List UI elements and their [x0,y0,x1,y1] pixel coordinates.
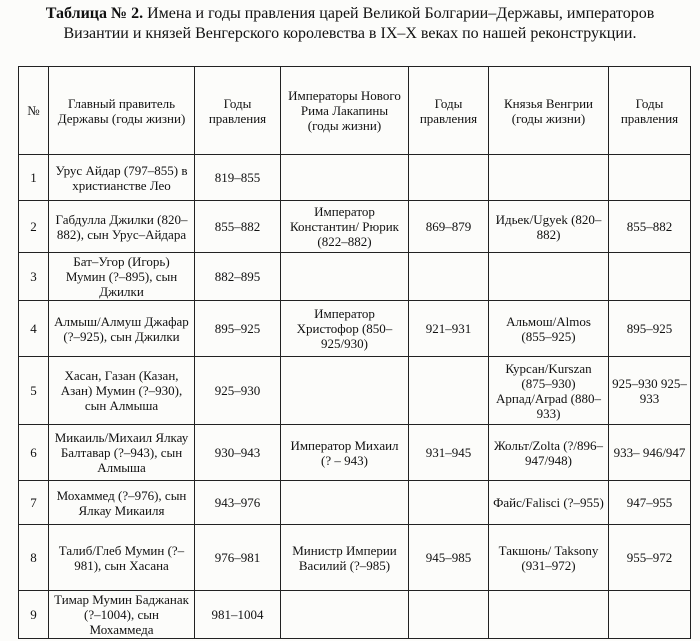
caption-bold: Таблица № 2. [45,5,144,22]
cell-emperor: Император Михаил (? – 943) [281,425,409,481]
cell-ruler: Бат–Угор (Игорь) Мумин (?–895), сын Джилки [49,253,195,301]
header-emperor-years: Годы правления [409,67,489,155]
cell-num: 6 [19,425,49,481]
cell-emperor-years [409,253,489,301]
cell-prince [489,155,609,201]
header-prince-years: Годы правления [609,67,691,155]
cell-ruler-years: 895–925 [195,301,281,357]
cell-emperor [281,253,409,301]
cell-num: 1 [19,155,49,201]
cell-prince-years [609,591,691,639]
header-num: № [19,67,49,155]
cell-ruler: Алмыш/Алмуш Джафар (?–925), сын Джилки [49,301,195,357]
header-row [19,67,691,155]
cell-emperor-years [409,481,489,525]
cell-prince-years: 895–925 [609,301,691,357]
caption-line-1-rest: Имена и годы правления царей Великой Болгарии–Державы, императоров [143,5,655,22]
table-row [19,525,691,591]
cell-ruler-years: 819–855 [195,155,281,201]
cell-prince-years [609,253,691,301]
cell-num: 4 [19,301,49,357]
cell-prince: Жольт/Zolta (?/896– 947/948) [489,425,609,481]
cell-ruler: Мохаммед (?–976), сын Ялкау Микаиля [49,481,195,525]
cell-prince: Идьек/Ugyek (820–882) [489,201,609,253]
cell-emperor-years [409,591,489,639]
cell-ruler: Урус Айдар (797–855) в христианстве Лео [49,155,195,201]
cell-emperor [281,481,409,525]
cell-num: 7 [19,481,49,525]
cell-ruler: Тимар Мумин Баджанак (?–1004), сын Мохаммеда [49,591,195,639]
cell-emperor-years: 931–945 [409,425,489,481]
cell-emperor-years [409,155,489,201]
cell-ruler: Талиб/Глеб Мумин (?–981), сын Хасана [49,525,195,591]
cell-ruler: Микаиль/Михаил Ялкау Балтавар (?–943), сын Алмыша [49,425,195,481]
cell-num: 2 [19,201,49,253]
cell-prince-years [609,155,691,201]
cell-emperor [281,155,409,201]
table-row [19,201,691,253]
cell-ruler: Габдулла Джилки (820–882), сын Урус–Айдара [49,201,195,253]
cell-emperor: Император Константин/ Рюрик (822–882) [281,201,409,253]
rulers-table [18,66,691,639]
cell-emperor: Император Христофор (850–925/930) [281,301,409,357]
cell-emperor: Министр Империи Василий (?–985) [281,525,409,591]
table-row [19,253,691,301]
cell-ruler-years: 981–1004 [195,591,281,639]
cell-prince-years: 947–955 [609,481,691,525]
cell-prince [489,591,609,639]
header-prince: Князья Венгрии (годы жизни) [489,67,609,155]
cell-prince: Такшонь/ Taksony (931–972) [489,525,609,591]
cell-emperor-years: 921–931 [409,301,489,357]
caption-line-2: Византии и князей Венгерского королевства в IX–X веках по нашей реконструкции. [63,25,637,42]
table-row [19,301,691,357]
cell-prince-years: 933– 946/947 [609,425,691,481]
cell-ruler-years: 976–981 [195,525,281,591]
caption-line-1 [10,4,690,24]
cell-ruler-years: 882–895 [195,253,281,301]
table-row [19,357,691,425]
cell-ruler-years: 930–943 [195,425,281,481]
cell-ruler-years: 925–930 [195,357,281,425]
cell-ruler-years: 855–882 [195,201,281,253]
header-emperor: Императоры Нового Рима Лакапины (годы жизни) [281,67,409,155]
cell-emperor-years: 945–985 [409,525,489,591]
cell-ruler-years: 943–976 [195,481,281,525]
cell-prince: Файс/Falisci (?–955) [489,481,609,525]
cell-num: 9 [19,591,49,639]
cell-prince-years: 925–930 925–933 [609,357,691,425]
table-caption [10,4,690,44]
cell-prince [489,253,609,301]
cell-num: 8 [19,525,49,591]
cell-ruler: Хасан, Газан (Казан, Азан) Мумин (?–930), сын Алмыша [49,357,195,425]
cell-num: 3 [19,253,49,301]
cell-num: 5 [19,357,49,425]
cell-emperor [281,357,409,425]
header-ruler-years: Годы правления [195,67,281,155]
cell-prince-years: 855–882 [609,201,691,253]
cell-emperor-years: 869–879 [409,201,489,253]
table-row [19,425,691,481]
table-row [19,155,691,201]
cell-prince: Альмош/Almos (855–925) [489,301,609,357]
cell-emperor [281,591,409,639]
table-row [19,481,691,525]
table-row [19,591,691,639]
cell-prince-years: 955–972 [609,525,691,591]
cell-prince: Курсан/Kurszan (875–930) Арпад/Arpad (880–933) [489,357,609,425]
header-ruler: Главный правитель Державы (годы жизни) [49,67,195,155]
cell-emperor-years [409,357,489,425]
